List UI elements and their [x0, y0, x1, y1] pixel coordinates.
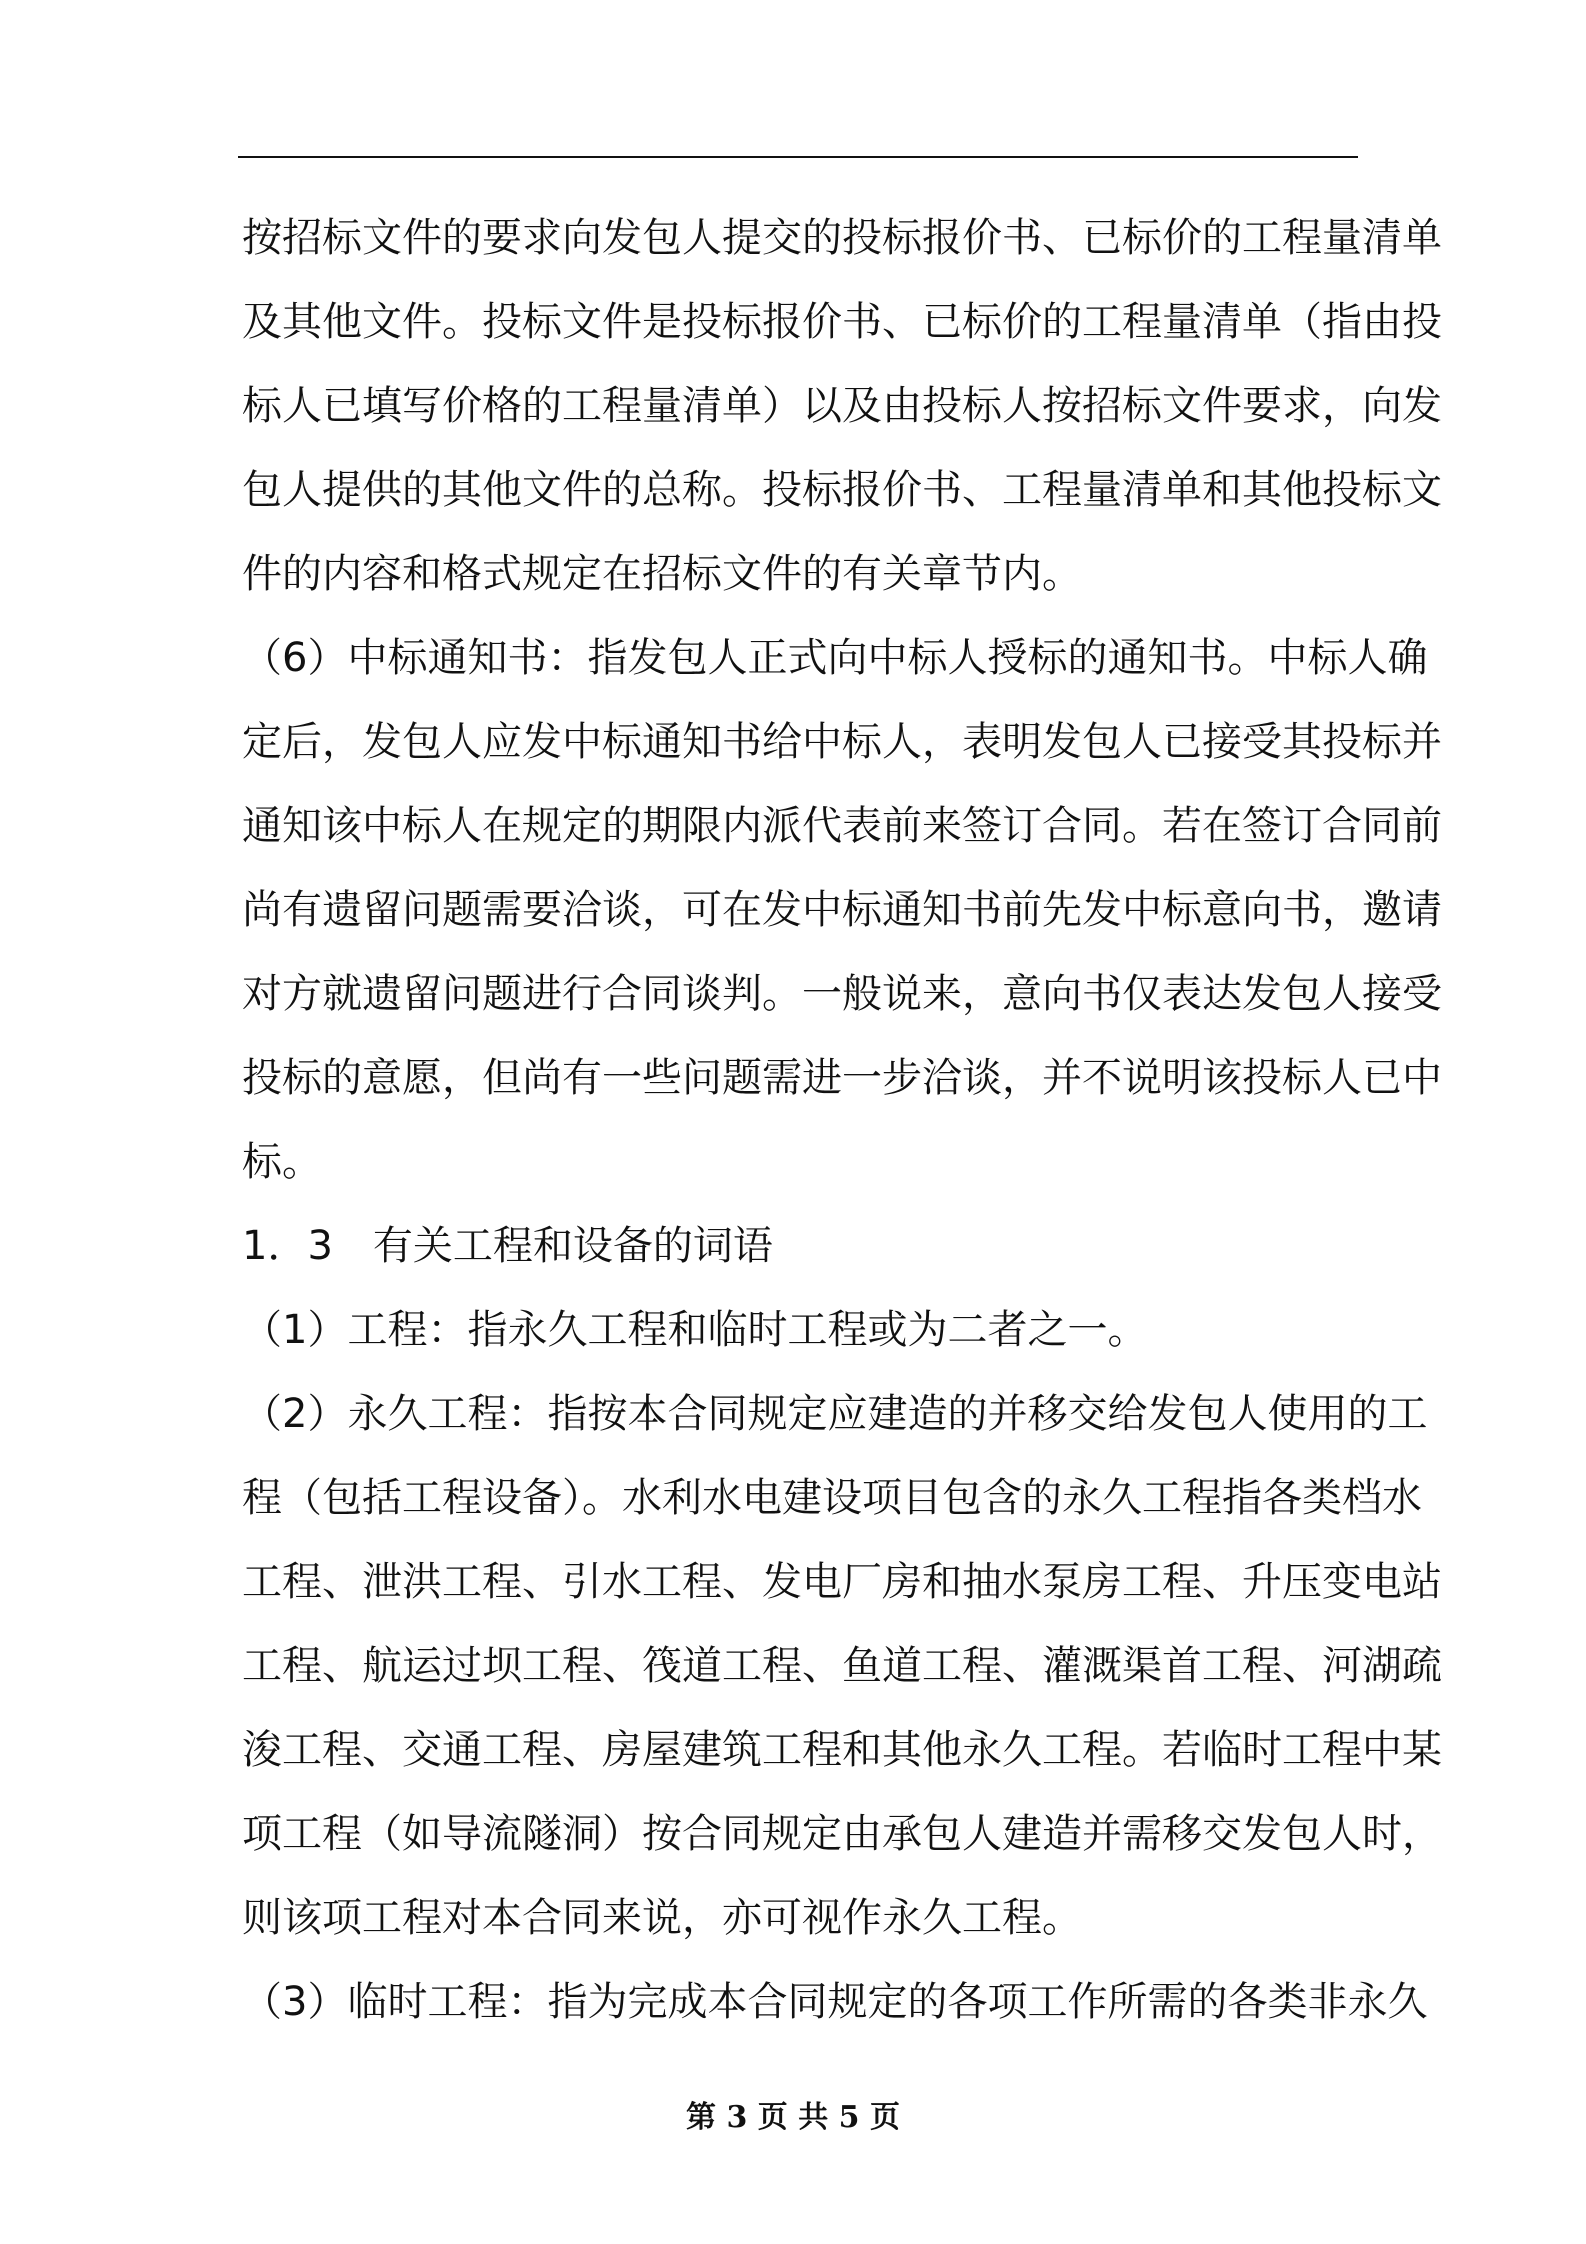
text-line-20: 项工程（如导流隧洞）按合同规定由承包人建造并需移交发包人时， [242, 1811, 1442, 1857]
text-line-14: （1）工程：指永久工程和临时工程或为二者之一。 [242, 1307, 1148, 1353]
text-line-5: 件的内容和格式规定在招标文件的有关章节内。 [242, 551, 1082, 597]
text-line-15: （2）永久工程：指按本合同规定应建造的并移交给发包人使用的工 [242, 1391, 1428, 1437]
text-line-17: 工程、泄洪工程、引水工程、发电厂房和抽水泵房工程、升压变电站 [242, 1559, 1442, 1605]
page-number-footer: 第 3 页 共 5 页 [686, 2100, 900, 2135]
text-line-21: 则该项工程对本合同来说，亦可视作永久工程。 [242, 1895, 1082, 1941]
text-line-7: 定后，发包人应发中标通知书给中标人，表明发包人已接受其投标并 [242, 719, 1442, 765]
text-line-11: 投标的意愿，但尚有一些问题需进一步洽谈，并不说明该投标人已中 [242, 1055, 1442, 1101]
text-line-9: 尚有遗留问题需要洽谈，可在发中标通知书前先发中标意向书，邀请 [242, 887, 1442, 933]
header-rule [238, 156, 1358, 158]
text-line-3: 标人已填写价格的工程量清单）以及由投标人按招标文件要求，向发 [242, 383, 1442, 429]
text-line-8: 通知该中标人在规定的期限内派代表前来签订合同。若在签订合同前 [242, 803, 1442, 849]
section-heading: 1．3 有关工程和设备的词语 [242, 1223, 773, 1269]
text-line-19: 浚工程、交通工程、房屋建筑工程和其他永久工程。若临时工程中某 [242, 1727, 1442, 1773]
text-line-1: 按招标文件的要求向发包人提交的投标报价书、已标价的工程量清单 [242, 215, 1442, 261]
text-line-16: 程（包括工程设备）。水利水电建设项目包含的永久工程指各类档水 [242, 1475, 1422, 1521]
document-body [242, 196, 1442, 2044]
text-line-2: 及其他文件。投标文件是投标报价书、已标价的工程量清单（指由投 [242, 299, 1442, 345]
text-line-22: （3）临时工程：指为完成本合同规定的各项工作所需的各类非永久 [242, 1979, 1428, 2025]
text-line-10: 对方就遗留问题进行合同谈判。一般说来，意向书仅表达发包人接受 [242, 971, 1442, 1017]
text-line-12: 标。 [242, 1139, 322, 1185]
text-line-4: 包人提供的其他文件的总称。投标报价书、工程量清单和其他投标文 [242, 467, 1442, 513]
text-line-6: （6）中标通知书：指发包人正式向中标人授标的通知书。中标人确 [242, 635, 1428, 681]
text-line-18: 工程、航运过坝工程、筏道工程、鱼道工程、灌溉渠首工程、河湖疏 [242, 1643, 1442, 1689]
